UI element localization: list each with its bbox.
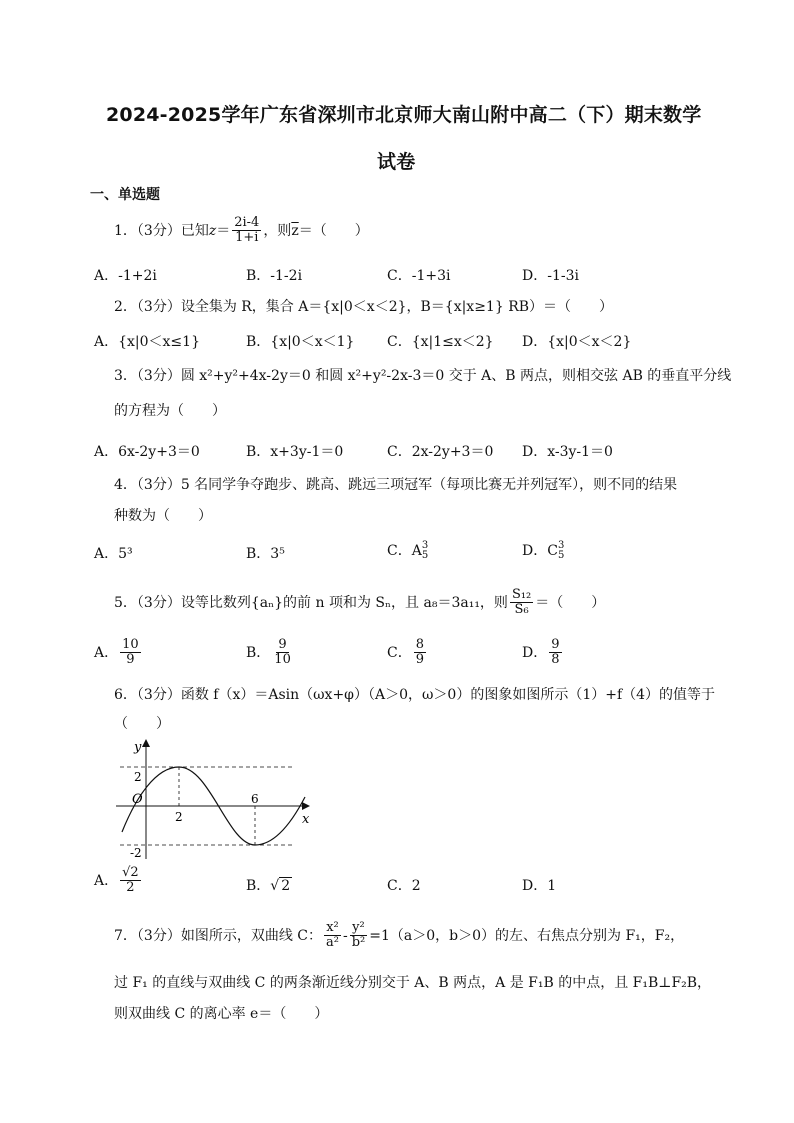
q3-option-d[interactable]: D．x-3y-1＝0: [522, 444, 613, 460]
q3-option-a[interactable]: A．6x-2y+3＝0: [94, 444, 200, 460]
q2-option-c[interactable]: C．{x|1≤x＜2}: [387, 334, 494, 350]
q2-option-b[interactable]: B．{x|0＜x＜1}: [246, 334, 355, 350]
q2-option-d[interactable]: D．{x|0＜x＜2}: [522, 334, 632, 350]
tick-y-top: 2: [134, 770, 142, 784]
question-4-stem-line2: 种数为（ ）: [114, 508, 212, 524]
origin-label: O: [132, 792, 143, 807]
section-heading: 一、单选题: [90, 187, 160, 203]
q1-option-c[interactable]: C．-1+3i: [387, 268, 451, 284]
q5-option-d[interactable]: D． $\frac{9}{8}$: [522, 637, 560, 668]
q6-option-d[interactable]: D．1: [522, 878, 557, 894]
q4-option-b[interactable]: B．3⁵: [246, 546, 285, 562]
x-label: x: [302, 812, 310, 827]
question-7-stem-line1: 7．（3分）如图所示，双曲线 C： $\frac{\text{x²}}{\text{a²}}$ - $\frac{\text{y²}}{\text{b²}}$ =1（a＞0，b＞0）的左、右焦点分别为 F₁，F₂，: [114, 920, 685, 951]
question-7-stem-line3: 则双曲线 C 的离心率 e＝（ ）: [114, 1006, 329, 1022]
q2-option-a[interactable]: A．{x|0＜x≤1}: [94, 334, 200, 350]
tick-x-2: 2: [175, 810, 183, 824]
q4-option-c[interactable]: C．A 3 5: [387, 540, 429, 561]
q1-option-d[interactable]: D．-1-3i: [522, 268, 579, 284]
q4-option-d[interactable]: D．C 3 5: [522, 540, 565, 561]
question-3-stem-line2: 的方程为（ ）: [114, 403, 226, 419]
q4-option-a[interactable]: A．5³: [94, 546, 133, 562]
question-1-stem: 1．（3分）已知z＝ $\frac{2i-4}{1+i}$ ，则$\overline{z}=$（ ）: [114, 215, 369, 246]
page-title-line2: 试卷: [377, 151, 416, 173]
q1-option-a[interactable]: A．-1+2i: [94, 268, 157, 284]
tick-x-6: 6: [251, 792, 259, 806]
y-label: y: [134, 740, 142, 755]
page-title-line1: 2024-2025学年广东省深圳市北京师大南山附中高二（下）期末数学: [106, 104, 702, 126]
q5-option-a[interactable]: A． $\frac{10}{9}$: [94, 637, 139, 668]
q3-option-c[interactable]: C．2x-2y+3＝0: [387, 444, 494, 460]
q5-option-c[interactable]: C． $\frac{8}{9}$: [387, 637, 424, 668]
q1-option-b[interactable]: B．-1-2i: [246, 268, 303, 284]
x-axis-arrow: [302, 802, 310, 810]
question-7-stem-line2: 过 F₁ 的直线与双曲线 C 的两条渐近线分别交于 A、B 两点，A 是 F₁B 的中点，且 F₁B⊥F₂B，: [114, 975, 712, 991]
question-5-stem: 5．（3分）设等比数列{aₙ}的前 n 项和为 Sₙ，且 a₈＝3a₁₁，则 $\frac{\text{S₁₂}}{\text{S₆}}$ ＝（ ）: [114, 587, 606, 618]
q6-option-b[interactable]: B．√ 2: [246, 878, 291, 894]
tick-y-bottom: -2: [130, 846, 142, 860]
q6-option-c[interactable]: C．2: [387, 878, 421, 894]
sine-graph: [110, 737, 315, 862]
q6-option-a[interactable]: A． $\frac{√2}{2}$: [94, 865, 139, 896]
q5-option-b[interactable]: B． $\frac{9}{10}$: [246, 637, 291, 668]
question-2-stem: 2．（3分）设全集为 R，集合 A＝{x|0＜x＜2}，B＝{x|x≥1} RB）＝（ ）: [114, 299, 614, 315]
question-6-stem-line2: （ ）: [114, 716, 170, 732]
q3-option-b[interactable]: B．x+3y-1＝0: [246, 444, 344, 460]
question-6-stem-line1: 6．（3分）函数 f（x）＝Asin（ωx+φ）（A＞0，ω＞0）的图象如图所示（1）+f（4）的值等于: [114, 687, 716, 703]
y-axis-arrow: [142, 739, 150, 747]
question-4-stem-line1: 4．（3分）5 名同学争夺跑步、跳高、跳远三项冠军（每项比赛无并列冠军），则不同的结果: [114, 477, 678, 493]
question-3-stem-line1: 3．（3分）圆 x²+y²+4x-2y＝0 和圆 x²+y²-2x-3＝0 交于 A、B 两点，则相交弦 AB 的垂直平分线: [114, 368, 732, 384]
